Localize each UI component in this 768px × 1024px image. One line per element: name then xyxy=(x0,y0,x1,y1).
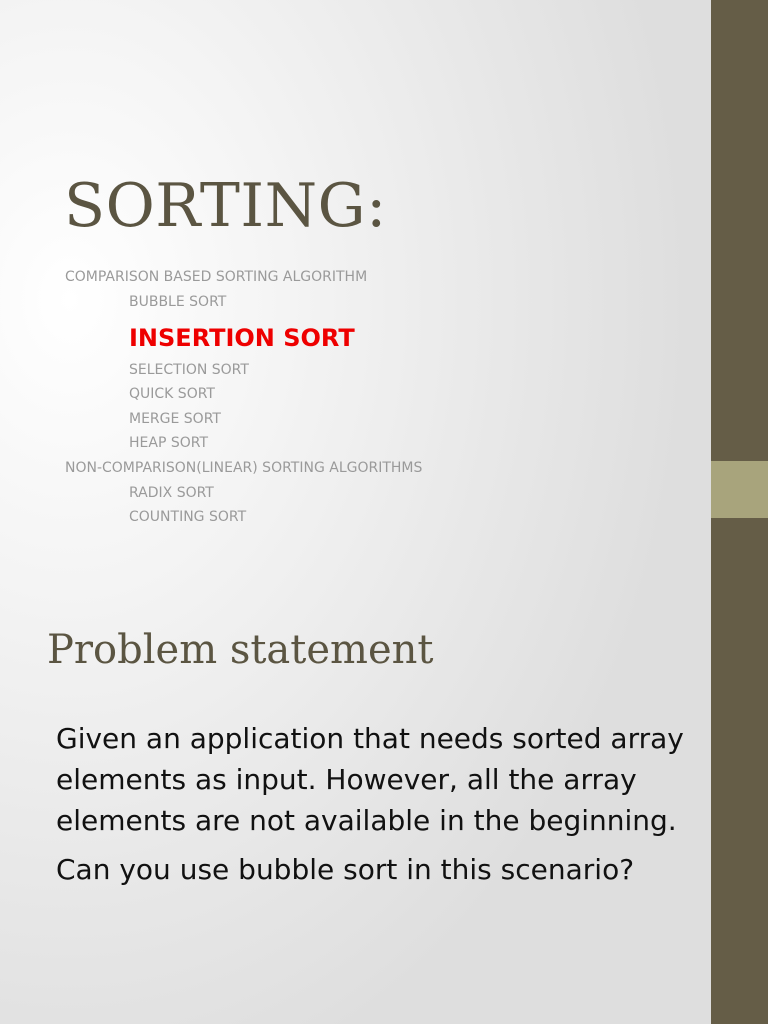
list-item-bubble-sort: BUBBLE SORT xyxy=(129,294,227,310)
list-item-insertion-sort: INSERTION SORT xyxy=(129,324,355,352)
list-item-non-comparison: NON-COMPARISON(LINEAR) SORTING ALGORITHMS xyxy=(65,460,423,476)
problem-paragraph: Given an application that needs sorted array elements as input. However, all the array elements are not available in the beginning. xyxy=(56,722,684,837)
list-item-merge-sort: MERGE SORT xyxy=(129,411,221,427)
problem-question: Can you use bubble sort in this scenario? xyxy=(56,853,635,886)
list-item-radix-sort: RADIX SORT xyxy=(129,485,214,501)
list-item-comparison-based: COMPARISON BASED SORTING ALGORITHM xyxy=(65,269,368,285)
list-item-selection-sort: SELECTION SORT xyxy=(129,362,249,378)
list-item-counting-sort: COUNTING SORT xyxy=(129,509,247,525)
list-item-heap-sort: HEAP SORT xyxy=(129,435,209,451)
slide-title: SORTING: xyxy=(64,171,387,241)
sidebar-accent-block xyxy=(711,461,768,518)
problem-statement-body xyxy=(56,718,696,890)
list-item-quick-sort: QUICK SORT xyxy=(129,386,215,402)
problem-statement-heading: Problem statement xyxy=(47,627,434,673)
